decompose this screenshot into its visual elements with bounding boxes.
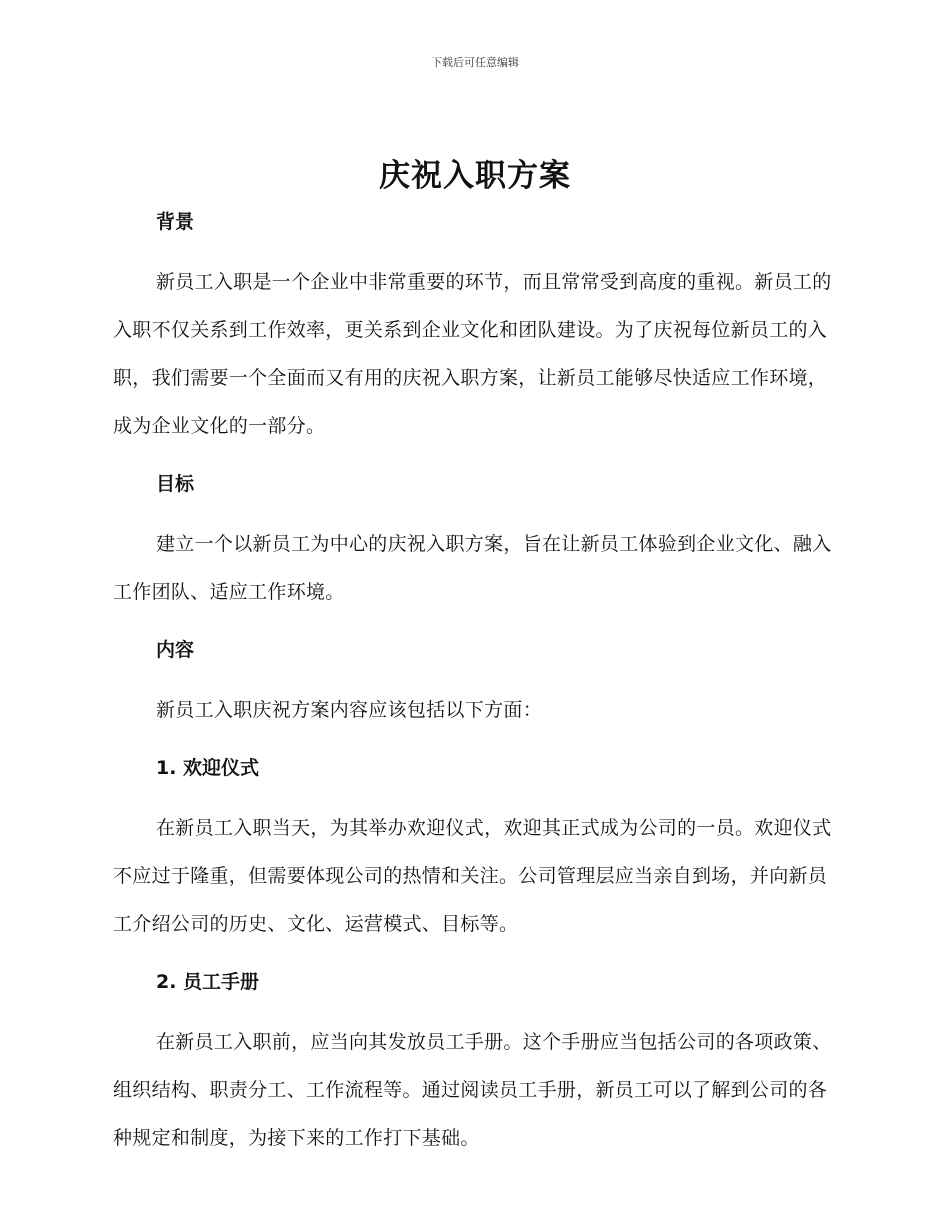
section-welcome-ceremony bbox=[113, 746, 833, 948]
section-background bbox=[113, 200, 833, 450]
section-paragraph: 建立一个以新员工为中心的庆祝入职方案，旨在让新员工体验到企业文化、融入工作团队、适应工作环境。 bbox=[113, 533, 832, 603]
section-paragraph: 新员工入职庆祝方案内容应该包括以下方面： bbox=[156, 699, 543, 721]
section-goal bbox=[113, 462, 833, 616]
section-employee-handbook bbox=[113, 960, 833, 1162]
section-heading: 背景 bbox=[156, 211, 195, 233]
section-paragraph: 在新员工入职前，应当向其发放员工手册。这个手册应当包括公司的各项政策、组织结构、职责分工、工作流程等。通过阅读员工手册，新员工可以了解到公司的各种规定和制度，为接下来的工作打下基础。 bbox=[113, 1031, 832, 1149]
header-note: 下载后可任意编辑 bbox=[431, 56, 519, 69]
document-body bbox=[113, 200, 833, 1162]
section-heading: 目标 bbox=[156, 473, 195, 495]
section-heading: 内容 bbox=[156, 639, 195, 661]
section-paragraph: 新员工入职是一个企业中非常重要的环节，而且常常受到高度的重视。新员工的入职不仅关系到工作效率，更关系到企业文化和团队建设。为了庆祝每位新员工的入职，我们需要一个全面而又有用的庆祝入职方案，让新员工能够尽快适应工作环境，成为企业文化的一部分。 bbox=[113, 271, 832, 437]
section-paragraph: 在新员工入职当天，为其举办欢迎仪式，欢迎其正式成为公司的一员。欢迎仪式不应过于隆重，但需要体现公司的热情和关注。公司管理层应当亲自到场，并向新员工介绍公司的历史、文化、运营模式、目标等。 bbox=[113, 817, 832, 935]
document-title: 庆祝入职方案 bbox=[379, 158, 571, 194]
section-heading: 2. 员工手册 bbox=[156, 971, 260, 993]
section-content bbox=[113, 628, 833, 734]
section-heading: 1. 欢迎仪式 bbox=[156, 757, 260, 779]
